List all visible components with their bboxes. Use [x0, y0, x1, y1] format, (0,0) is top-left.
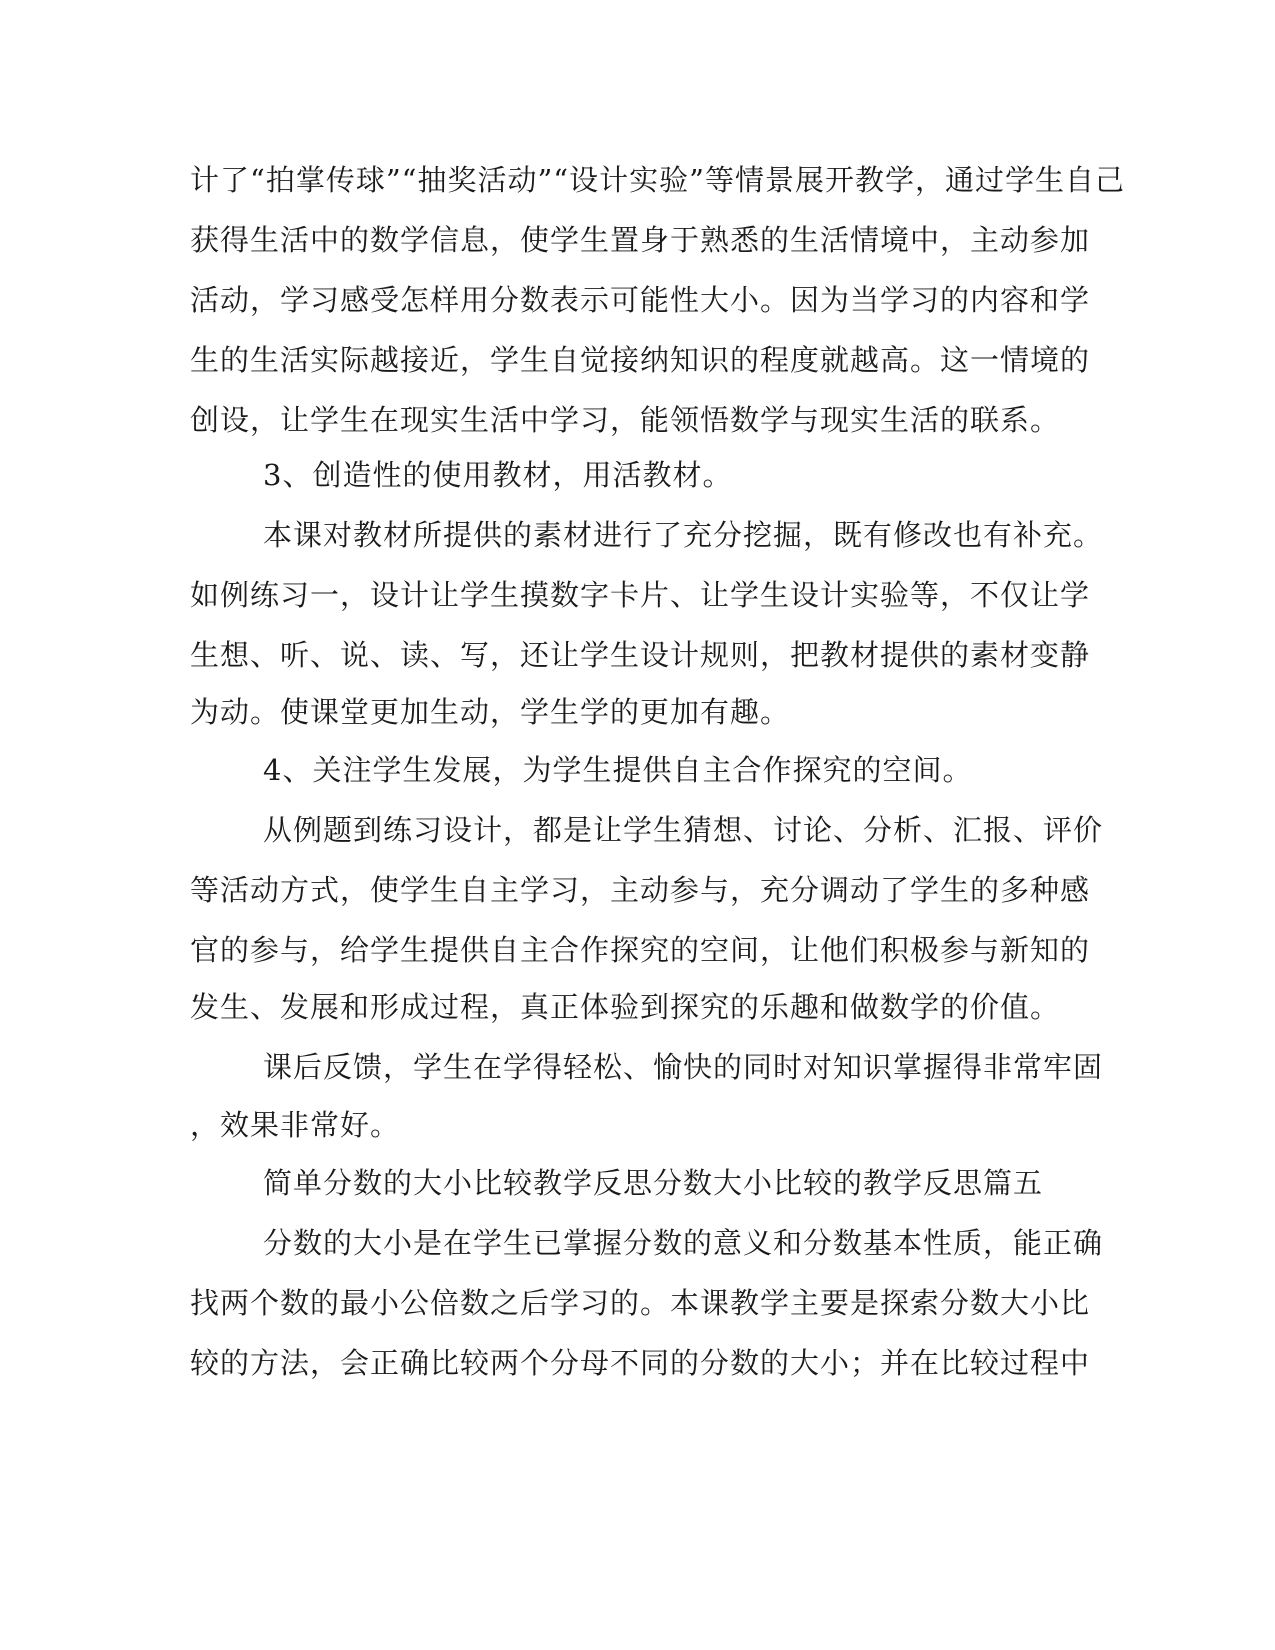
- text-line: 为动。使课堂更加生动，学生学的更加有趣。: [190, 695, 791, 729]
- text-line: 找两个数的最小公倍数之后学习的。本课教学主要是探索分数大小比: [190, 1286, 1091, 1320]
- text-line: 获得生活中的数学信息，使学生置身于熟悉的生活情境中，主动参加: [190, 223, 1091, 257]
- text-line: 分数的大小是在学生已掌握分数的意义和分数基本性质，能正确: [263, 1226, 1104, 1260]
- text-line: 官的参与，给学生提供自主合作探究的空间，让他们积极参与新知的: [190, 933, 1091, 967]
- text-line: 发生、发展和形成过程，真正体验到探究的乐趣和做数学的价值。: [190, 990, 1061, 1024]
- section-heading: 3、创造性的使用教材，用活教材。: [263, 458, 733, 492]
- text-line: 活动，学习感受怎样用分数表示可能性大小。因为当学习的内容和学: [190, 283, 1091, 317]
- text-line: 如例练习一，设计让学生摸数字卡片、让学生设计实验等，不仅让学: [190, 578, 1091, 612]
- text-line: 等活动方式，使学生自主学习，主动参与，充分调动了学生的多种感: [190, 873, 1091, 907]
- text-line: 较的方法，会正确比较两个分母不同的分数的大小；并在比较过程中: [190, 1346, 1091, 1380]
- text-line: 生的生活实际越接近，学生自觉接纳知识的程度就越高。这一情境的: [190, 343, 1091, 377]
- text-line: 课后反馈，学生在学得轻松、愉快的同时对知识掌握得非常牢固: [263, 1050, 1104, 1084]
- section-heading: 4、关注学生发展，为学生提供自主合作探究的空间。: [263, 753, 973, 787]
- text-line: 计了“拍掌传球”“抽奖活动”“设计实验”等情景展开教学，通过学生自己: [190, 163, 1125, 197]
- text-line: 从例题到练习设计，都是让学生猜想、讨论、分析、汇报、评价: [263, 813, 1104, 847]
- text-line: ，效果非常好。: [190, 1108, 401, 1142]
- article-title: 简单分数的大小比较教学反思分数大小比较的教学反思篇五: [263, 1166, 1044, 1200]
- text-line: 创设，让学生在现实生活中学习，能领悟数学与现实生活的联系。: [190, 403, 1061, 437]
- text-line: 本课对教材所提供的素材进行了充分挖掘，既有修改也有补充。: [263, 518, 1104, 552]
- text-line: 生想、听、说、读、写，还让学生设计规则，把教材提供的素材变静: [190, 638, 1091, 672]
